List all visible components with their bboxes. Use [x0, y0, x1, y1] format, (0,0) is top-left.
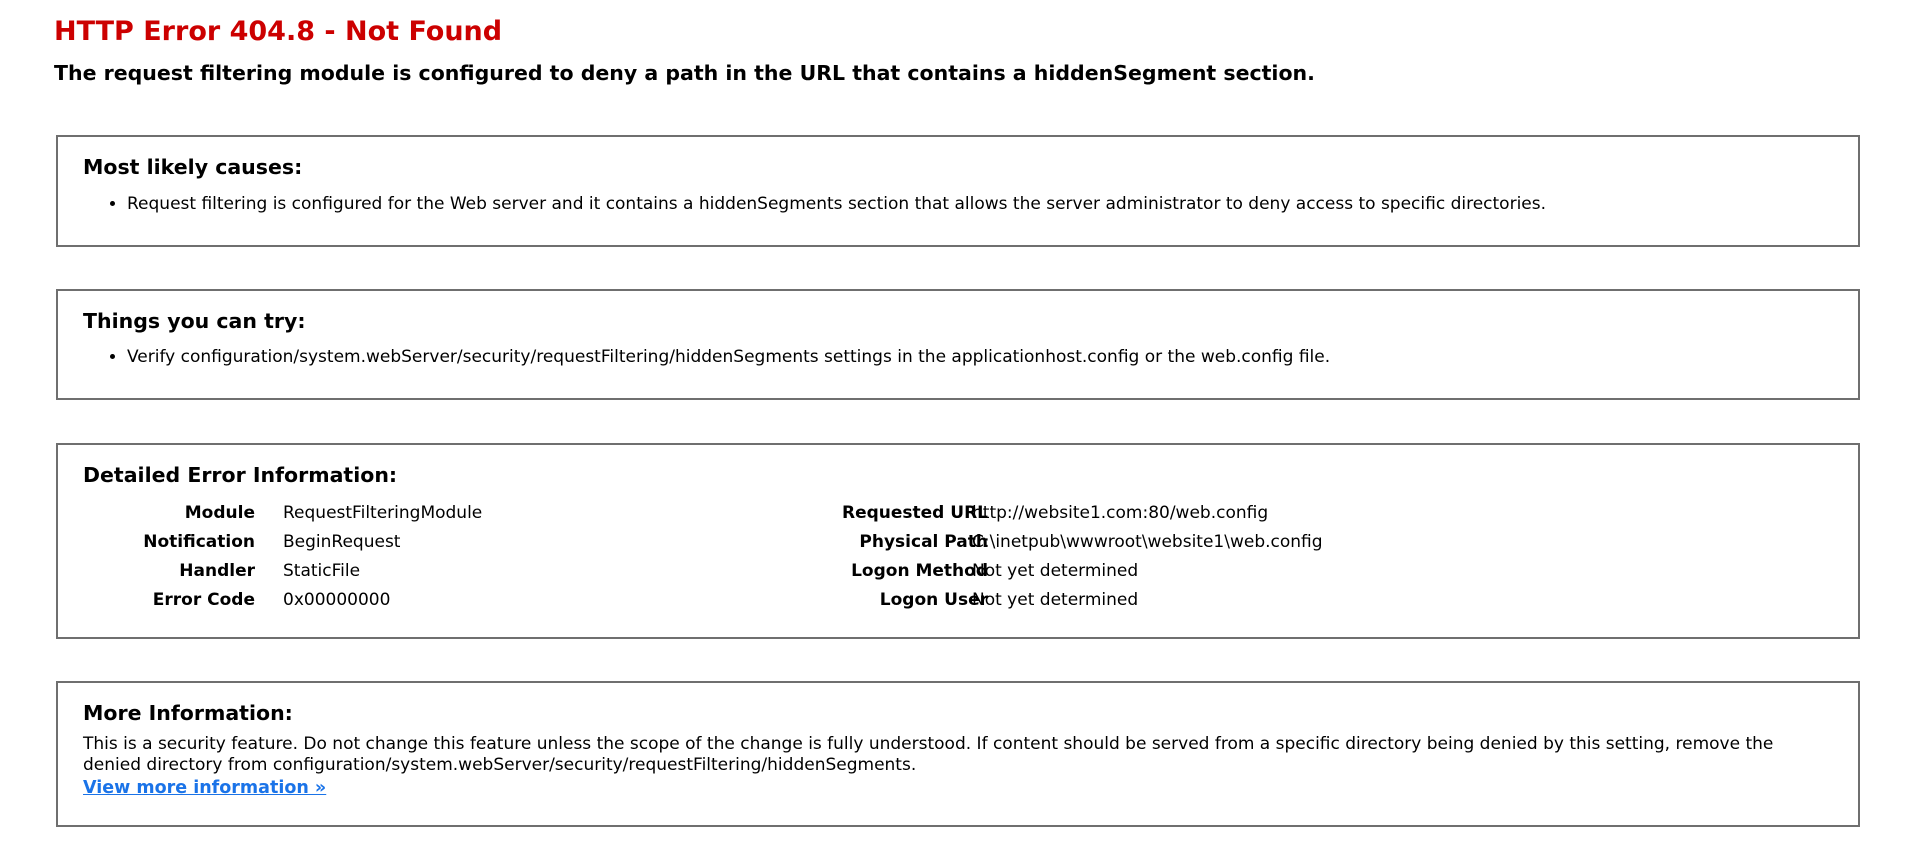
- details-heading: Detailed Error Information:: [83, 463, 398, 487]
- causes-list: [83, 194, 1546, 214]
- detail-value-requested-url: http://website1.com:80/web.config: [972, 503, 1269, 523]
- detail-value-logon-user: Not yet determined: [972, 590, 1139, 610]
- error-subtitle: The request filtering module is configured to deny a path in the URL that contains a hiddenSegment section.: [54, 61, 1315, 85]
- cause-item: • Request filtering is configured for the Web server and it contains a hiddenSegments section that allows the server administrator to deny access to specific directories.: [127, 194, 1546, 214]
- detail-label-error-code: Error Code: [152, 590, 255, 610]
- detail-label-requested-url: Requested URL: [841, 503, 988, 523]
- try-item: • Verify configuration/system.webServer/security/requestFiltering/hiddenSegments settings in the applicationhost.config or the web.config file.: [127, 347, 1330, 367]
- details-right-labels: [658, 499, 988, 615]
- more-heading: More Information:: [83, 701, 293, 725]
- details-left-labels: [58, 499, 255, 615]
- detailed-error-panel: [56, 443, 1860, 639]
- more-information-text: This is a security feature. Do not change this feature unless the scope of the change is fully understood. If content should be served from a specific directory being denied by this setting, remove the denied directory from configuration/system.webServer/security/requestFiltering/hiddenSegments.: [83, 734, 1774, 775]
- detail-label-handler: Handler: [179, 561, 255, 581]
- detail-value-notification: BeginRequest: [283, 532, 401, 552]
- detail-label-notification: Notification: [143, 532, 255, 552]
- error-title: HTTP Error 404.8 - Not Found: [54, 16, 503, 47]
- try-list: [83, 347, 1330, 367]
- things-to-try-panel: [56, 289, 1860, 400]
- more-information-panel: [56, 681, 1860, 827]
- detail-value-physical-path: C:\inetpub\wwwroot\website1\web.config: [972, 532, 1323, 552]
- view-more-information-link[interactable]: View more information »: [83, 778, 327, 798]
- details-left-values: [283, 499, 482, 615]
- most-likely-causes-panel: [56, 135, 1860, 247]
- detail-label-physical-path: Physical Path: [859, 532, 988, 552]
- detail-value-error-code: 0x00000000: [283, 590, 391, 610]
- details-right-values: [972, 499, 1323, 615]
- causes-heading: Most likely causes:: [83, 155, 303, 179]
- detail-value-handler: StaticFile: [283, 561, 361, 581]
- detail-value-module: RequestFilteringModule: [283, 503, 483, 523]
- detail-label-module: Module: [184, 503, 255, 523]
- try-heading: Things you can try:: [83, 309, 306, 333]
- detail-label-logon-method: Logon Method: [851, 561, 988, 581]
- detail-label-logon-user: Logon User: [879, 590, 988, 610]
- detail-value-logon-method: Not yet determined: [972, 561, 1139, 581]
